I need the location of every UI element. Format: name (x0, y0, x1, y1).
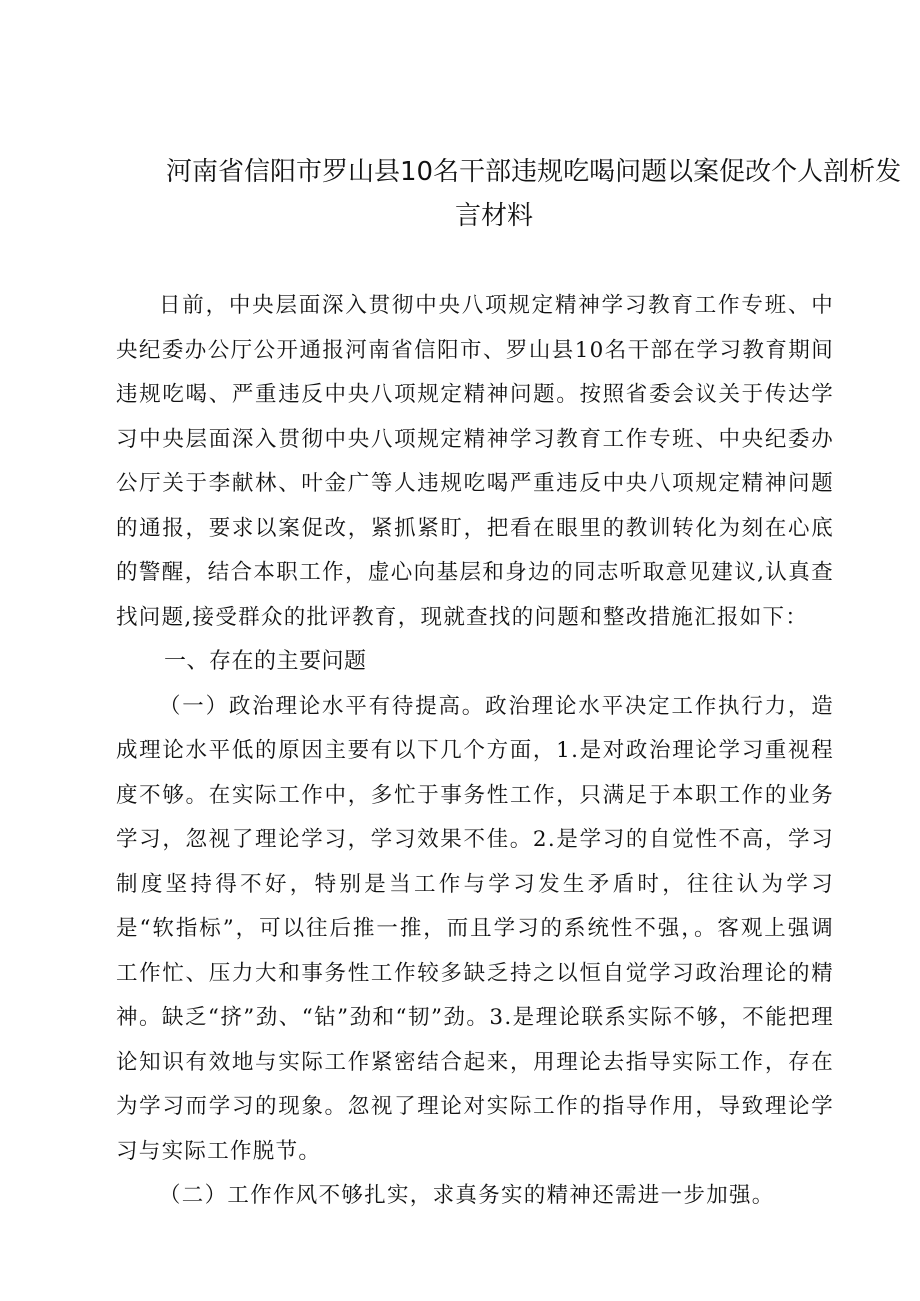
section-heading: 一、存在的主要问题 (164, 649, 367, 674)
section-paragraph-2: （二）工作作风不够扎实，求真务实的精神还需进一步加强。 (159, 1183, 775, 1208)
section-paragraph-1: （一）政治理论水平有待提高。政治理论水平决定工作执行力，造成理论水平低的原因主要有以下几个方面，1.是对政治理论学习重视程度不够。在实际工作中，多忙于事务性工作，只满足于本职工作的业务学习，忽视了理论学习，学习效果不佳。2.是学习的自觉性不高，学习制度坚持得不好，特别是当工作与学习发生矛盾时，往往认为学习是“软指标”，可以往后推一推，而且学习的系统性不强，。客观上强调工作忙、压力大和事务性工作较多缺乏持之以恒自觉学习政治理论的精神。缺乏“挤”劲、“钻”劲和“韧”劲。3.是理论联系实际不够，不能把理论知识有效地与实际工作紧密结合起来，用理论去指导实际工作，存在为学习而学习的现象。忽视了理论对实际工作的指导作用，导致理论学习与实际工作脱节。 (116, 693, 834, 1164)
document-body (116, 284, 834, 1219)
document-title (120, 150, 902, 238)
title-line-1: 河南省信阳市罗山县10名干部违规吃喝问题以案促改个人剖析发 (166, 157, 902, 187)
title-line-2: 言材料 (454, 201, 533, 231)
intro-paragraph: 日前，中央层面深入贯彻中央八项规定精神学习教育工作专班、中央纪委办公厅公开通报河南省信阳市、罗山县10名干部在学习教育期间违规吃喝、严重违反中央八项规定精神问题。按照省委会议关于传达学习中央层面深入贯彻中央八项规定精神学习教育工作专班、中央纪委办公厅关于李献林、叶金广等人违规吃喝严重违反中央八项规定精神问题的通报，要求以案促改，紧抓紧盯，把看在眼里的教训转化为刻在心底的警醒，结合本职工作，虚心向基层和身边的同志听取意见建议,认真查找问题,接受群众的批评教育，现就查找的问题和整改措施汇报如下： (116, 293, 834, 630)
